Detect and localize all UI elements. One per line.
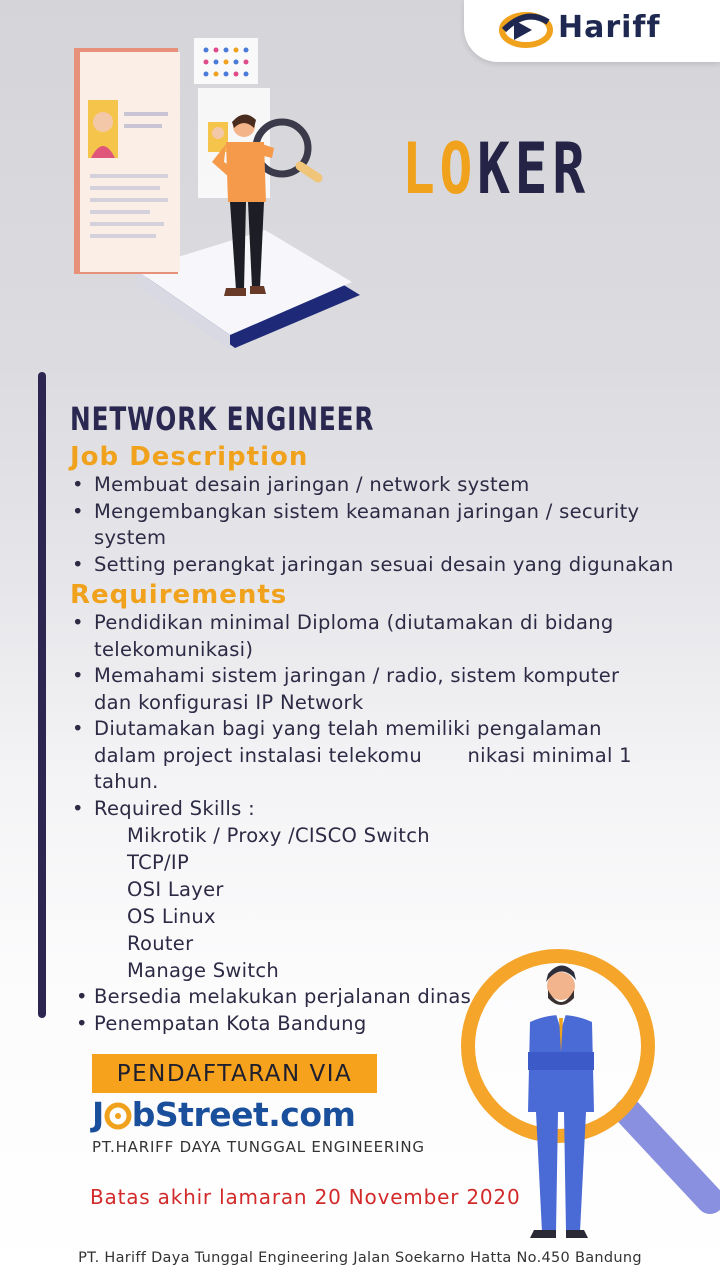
jobstreet-logo[interactable] bbox=[92, 1095, 355, 1134]
registration-label: PENDAFTARAN VIA bbox=[116, 1061, 353, 1087]
list-item: • Penempatan Kota Bandung bbox=[74, 1011, 710, 1038]
list-item: • Pendidikan minimal Diploma (diutamakan di bidang telekomunikasi) bbox=[70, 610, 710, 663]
accent-bar bbox=[38, 372, 46, 1018]
jobstreet-logo-letter: J bbox=[92, 1095, 104, 1134]
job-title: NETWORK ENGINEER bbox=[70, 400, 375, 438]
list-item: • Membuat desain jaringan / network system bbox=[70, 472, 710, 499]
jobstreet-logo-text: bStreet.com bbox=[131, 1095, 356, 1134]
title-orange-part: LO bbox=[402, 128, 478, 210]
list-item: • Mengembangkan sistem keamanan jaringan / security system bbox=[70, 499, 710, 552]
application-deadline: Batas akhir lamaran 20 November 2020 bbox=[90, 1185, 521, 1209]
page-title bbox=[402, 128, 590, 210]
list-item: • Bersedia melakukan perjalanan dinas bbox=[74, 984, 710, 1011]
list-item: • Memahami sistem jaringan / radio, sistem komputer dan konfigurasi IP Network bbox=[70, 663, 710, 716]
title-dark-part: KER bbox=[477, 128, 590, 210]
job-description-heading: Job Description bbox=[70, 442, 309, 472]
footer-address: PT. Hariff Daya Tunggal Engineering Jalan Soekarno Hatta No.450 Bandung bbox=[78, 1250, 642, 1266]
list-item: • Diutamakan bagi yang telah memiliki pengalaman dalam project instalasi telekomu nikasi minimal 1 tahun. bbox=[70, 716, 710, 796]
brand-name: Hariff bbox=[558, 10, 661, 45]
jobstreet-target-icon bbox=[104, 1102, 132, 1130]
businessman-magnifier-illustration bbox=[458, 942, 720, 1242]
skill-item: OSI Layer bbox=[127, 878, 224, 901]
job-description-list bbox=[70, 472, 710, 578]
skill-item: Manage Switch bbox=[127, 959, 280, 982]
company-name: PT.HARIFF DAYA TUNGGAL ENGINEERING bbox=[92, 1138, 425, 1156]
skill-item: TCP/IP bbox=[127, 851, 190, 874]
skill-item: Mikrotik / Proxy /CISCO Switch bbox=[127, 824, 430, 847]
brand-logo bbox=[464, 0, 720, 62]
recruitment-illustration bbox=[60, 30, 370, 360]
requirements-list bbox=[70, 610, 710, 822]
registration-banner bbox=[92, 1054, 377, 1093]
list-item: • Setting perangkat jaringan sesuai desain yang digunakan bbox=[70, 552, 710, 579]
hariff-logo-icon bbox=[498, 10, 554, 50]
requirements-heading: Requirements bbox=[70, 580, 288, 610]
skill-item: OS Linux bbox=[127, 905, 216, 928]
list-item: • Required Skills : bbox=[70, 796, 710, 823]
skill-item: Router bbox=[127, 932, 194, 955]
